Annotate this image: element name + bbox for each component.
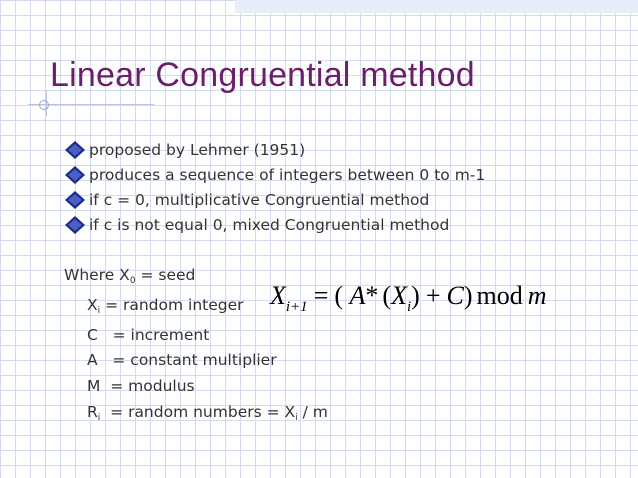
- def-line-a: [87, 351, 277, 369]
- formula-a: A: [349, 281, 366, 310]
- bullet-list: [64, 137, 485, 237]
- slide-title: Linear Congruential method: [50, 56, 475, 94]
- diamond-bullet-icon: [64, 165, 90, 185]
- top-decor-band: [235, 0, 638, 13]
- def-text: = random integer: [100, 296, 244, 314]
- bullet-text: if c is not equal 0, mixed Congruential method: [89, 215, 450, 234]
- formula-star: *: [365, 281, 379, 310]
- bullet-item: [64, 137, 485, 162]
- formula-equals: =: [313, 281, 329, 310]
- def-symbol: M: [87, 377, 101, 395]
- where-suffix: = seed: [135, 266, 196, 284]
- formula-lhs-subscript: i+1: [285, 299, 308, 315]
- def-tail: / m: [297, 403, 328, 421]
- bullet-item: [64, 162, 485, 187]
- def-line-c: [87, 326, 209, 344]
- bullet-text: proposed by Lehmer (1951): [89, 140, 306, 159]
- formula-paren: ): [411, 281, 420, 310]
- formula-paren: (: [382, 281, 392, 310]
- def-line-xi: [87, 296, 244, 316]
- formula-paren: (: [334, 281, 344, 310]
- formula-plus: +: [425, 281, 441, 310]
- formula-mod: mod: [476, 281, 523, 310]
- diamond-bullet-icon: [64, 215, 90, 235]
- formula-x: X: [391, 281, 407, 310]
- def-subscript: i: [97, 413, 101, 423]
- def-text: = increment: [97, 326, 210, 344]
- diamond-bullet-icon: [64, 140, 90, 160]
- lcg-formula: [270, 281, 547, 316]
- bullet-item: [64, 212, 485, 237]
- def-subscript: i: [295, 413, 298, 423]
- formula-lhs: X: [270, 281, 286, 310]
- formula-c: C: [446, 281, 464, 310]
- def-symbol: R: [87, 403, 98, 421]
- def-symbol: A: [87, 351, 98, 369]
- formula-x-subscript: i: [406, 299, 412, 315]
- where-prefix: Where X: [64, 266, 130, 284]
- formula-m: m: [527, 281, 547, 310]
- where-subscript: 0: [129, 276, 136, 286]
- formula-paren: ): [463, 281, 473, 310]
- def-line-m: [87, 377, 195, 395]
- def-text: = modulus: [100, 377, 195, 395]
- def-text: = random numbers = X: [100, 403, 296, 421]
- bullet-text: produces a sequence of integers between 0 to m-1: [89, 165, 486, 184]
- bullet-item: [64, 187, 485, 212]
- diamond-bullet-icon: [64, 190, 90, 210]
- def-symbol: X: [87, 296, 98, 314]
- title-ring-ornament: [39, 100, 49, 110]
- where-seed-line: [64, 266, 195, 286]
- def-symbol: C: [87, 326, 98, 344]
- def-line-ri: [87, 403, 328, 423]
- bullet-text: if c = 0, multiplicative Congruential method: [89, 190, 430, 209]
- def-text: = constant multiplier: [97, 351, 277, 369]
- def-subscript: i: [97, 306, 101, 316]
